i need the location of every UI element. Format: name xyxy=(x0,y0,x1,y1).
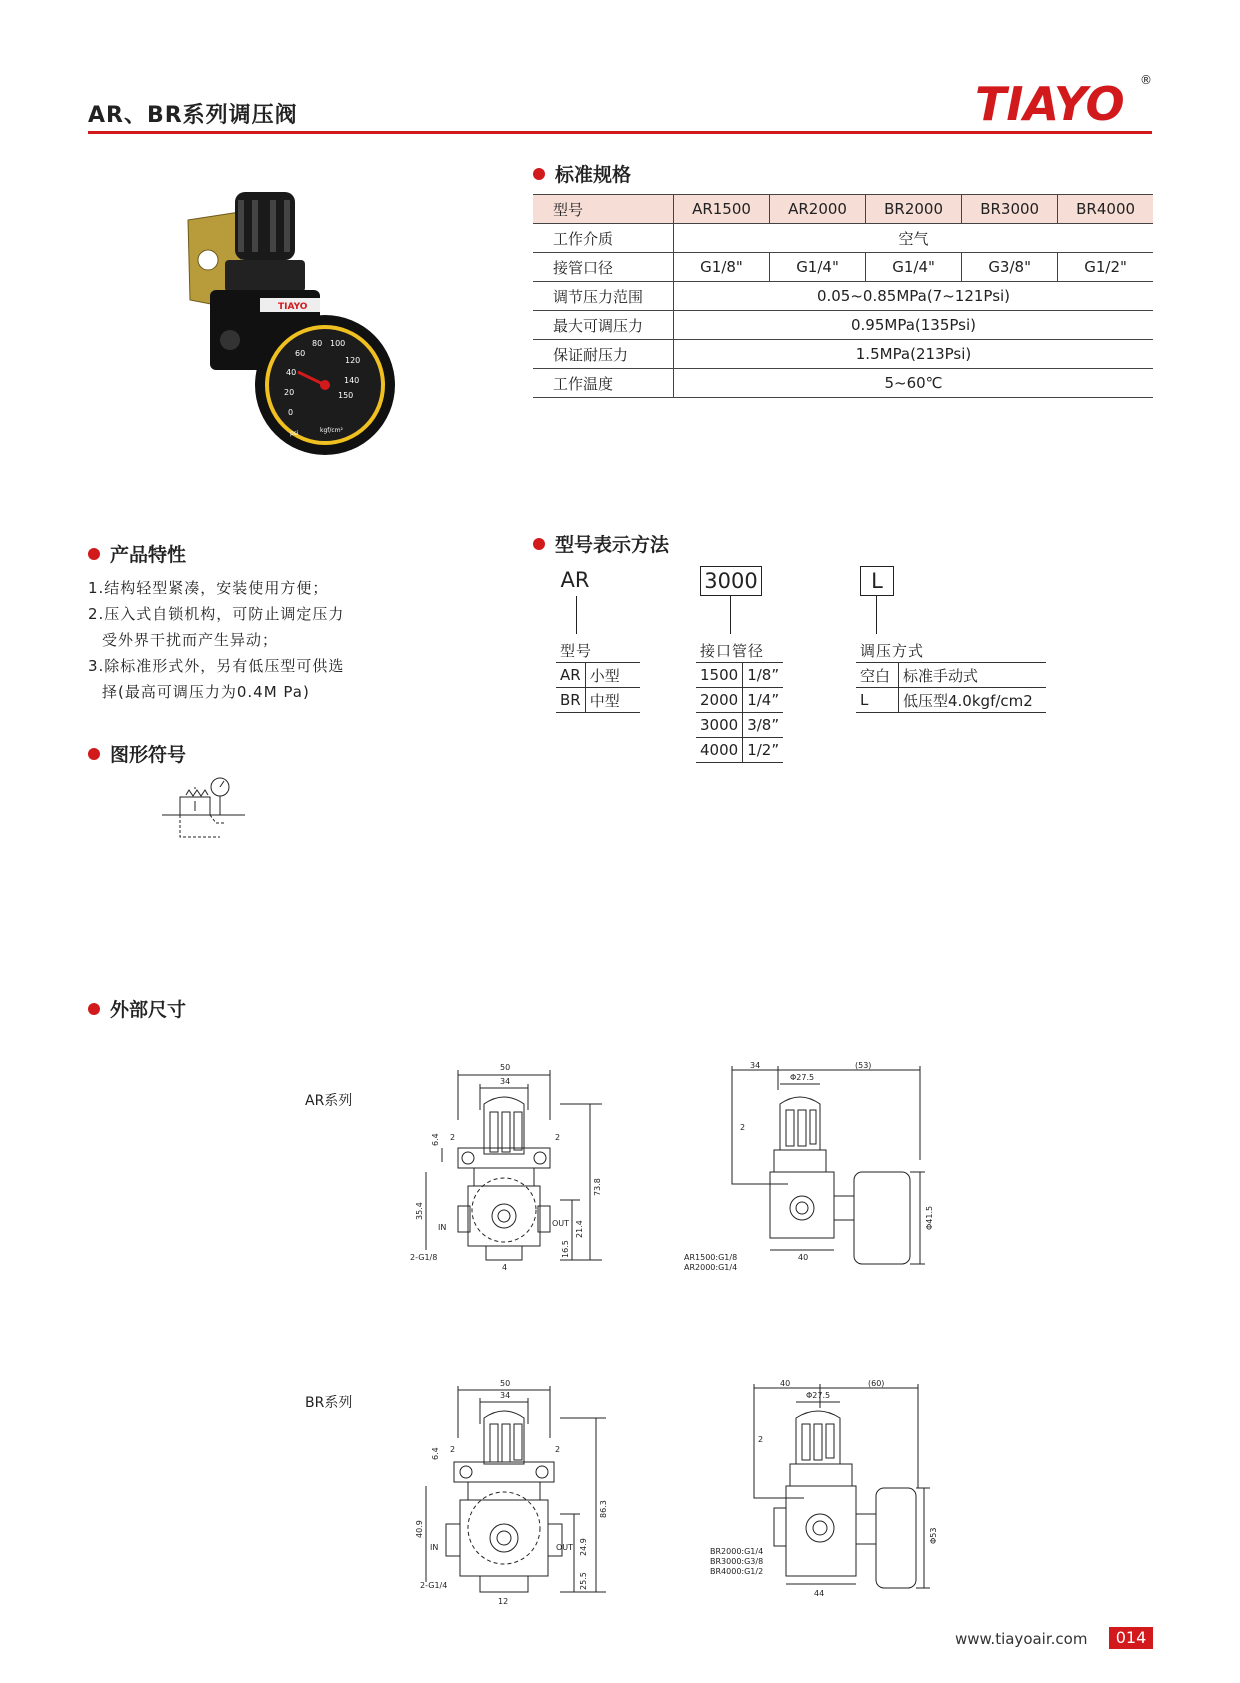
page-title: AR、BR系列调压阀 xyxy=(88,103,298,128)
svg-text:Φ27.5: Φ27.5 xyxy=(790,1073,815,1082)
features-heading: 产品特性 xyxy=(88,540,186,567)
spec-heading: 标准规格 xyxy=(533,160,631,187)
svg-text:4: 4 xyxy=(502,1263,508,1272)
feature-line: 择(最高可调压力为0.4M Pa) xyxy=(102,683,310,701)
svg-text:21.4: 21.4 xyxy=(575,1220,584,1238)
svg-text:2: 2 xyxy=(450,1445,456,1454)
spec-col-header: AR2000 xyxy=(770,195,866,224)
mode-table: 空白 标准手动式 L 低压型4.0kgf/cm2 xyxy=(856,662,1046,713)
svg-text:OUT: OUT xyxy=(552,1219,570,1228)
svg-text:kgf/cm²: kgf/cm² xyxy=(320,427,343,434)
svg-text:2: 2 xyxy=(758,1435,764,1444)
svg-text:BR3000:G3/8: BR3000:G3/8 xyxy=(710,1557,764,1566)
svg-text:IN: IN xyxy=(430,1543,439,1552)
feature-line: 2.压入式自锁机构，可防止调定压力 xyxy=(88,605,345,623)
svg-text:2-G1/8: 2-G1/8 xyxy=(410,1253,438,1262)
svg-text:6.4: 6.4 xyxy=(431,1133,440,1146)
svg-text:25.5: 25.5 xyxy=(579,1572,588,1590)
code-mode: L xyxy=(860,566,894,596)
product-brand-label: TIAYO xyxy=(278,302,308,312)
svg-text:40.9: 40.9 xyxy=(415,1520,424,1538)
svg-text:40: 40 xyxy=(286,368,297,377)
svg-text:IN: IN xyxy=(438,1223,447,1232)
svg-text:24.9: 24.9 xyxy=(579,1538,588,1556)
svg-text:20: 20 xyxy=(284,388,295,397)
svg-text:(60): (60) xyxy=(868,1379,885,1388)
br-front-drawing xyxy=(410,1378,620,1608)
svg-text:50: 50 xyxy=(500,1063,511,1072)
svg-text:34: 34 xyxy=(750,1061,761,1070)
svg-text:2: 2 xyxy=(740,1123,746,1132)
port-label: 接口管径 xyxy=(700,642,765,660)
svg-text:BR2000:G1/4: BR2000:G1/4 xyxy=(710,1547,764,1556)
svg-text:Φ27.5: Φ27.5 xyxy=(806,1391,831,1400)
svg-text:60: 60 xyxy=(295,349,306,358)
svg-text:(53): (53) xyxy=(855,1061,872,1070)
svg-text:12: 12 xyxy=(498,1597,509,1606)
spec-row: 保证耐压力 1.5MPa(213Psi) xyxy=(533,340,1153,369)
svg-text:AR1500:G1/8: AR1500:G1/8 xyxy=(684,1253,738,1262)
type-table: AR 小型 BR 中型 xyxy=(556,662,640,713)
svg-text:150: 150 xyxy=(338,391,354,400)
br-side-drawing xyxy=(700,1378,960,1608)
svg-text:100: 100 xyxy=(330,339,346,348)
brand-logo-text: TIAYO xyxy=(975,77,1125,130)
svg-text:2: 2 xyxy=(555,1445,561,1454)
spec-col-header: BR4000 xyxy=(1058,195,1153,224)
mode-label: 调压方式 xyxy=(860,642,925,660)
page-number: 014 xyxy=(1109,1627,1153,1649)
svg-text:50: 50 xyxy=(500,1379,511,1388)
spec-col-header: BR2000 xyxy=(866,195,962,224)
svg-text:35.4: 35.4 xyxy=(415,1202,424,1220)
type-label: 型号 xyxy=(560,642,593,660)
svg-text:73.8: 73.8 xyxy=(593,1178,602,1196)
svg-text:44: 44 xyxy=(814,1589,825,1598)
svg-text:16.5: 16.5 xyxy=(561,1240,570,1258)
ar-front-drawing xyxy=(410,1060,620,1290)
spec-row: 接管口径 G1/8" G1/4" G1/4" G3/8" G1/2" xyxy=(533,253,1153,282)
spec-row: 调节压力范围 0.05~0.85MPa(7~121Psi) xyxy=(533,282,1153,311)
spec-col-header: BR3000 xyxy=(962,195,1058,224)
svg-text:86.3: 86.3 xyxy=(599,1500,608,1518)
svg-text:34: 34 xyxy=(500,1391,511,1400)
feature-line: 1.结构轻型紧凑，安装使用方便； xyxy=(88,579,329,597)
spec-col-header: AR1500 xyxy=(674,195,770,224)
svg-text:psi: psi xyxy=(290,430,299,437)
feature-line: 3.除标准形式外，另有低压型可供选 xyxy=(88,657,345,675)
ar-series-label: AR系列 xyxy=(305,1093,353,1109)
spec-col-header: 型号 xyxy=(533,195,674,224)
footer-url[interactable]: www.tiayoair.com xyxy=(955,1630,1088,1648)
svg-text:BR4000:G1/2: BR4000:G1/2 xyxy=(710,1567,764,1576)
svg-text:140: 140 xyxy=(344,376,360,385)
code-series: AR xyxy=(560,568,590,592)
spec-row: 最大可调压力 0.95MPa(135Psi) xyxy=(533,311,1153,340)
model-notation xyxy=(0,0,1240,800)
svg-text:6.4: 6.4 xyxy=(431,1447,440,1460)
svg-text:AR2000:G1/4: AR2000:G1/4 xyxy=(684,1263,738,1272)
feature-line: 受外界干扰而产生异动； xyxy=(102,631,279,649)
model-heading: 型号表示方法 xyxy=(533,530,669,557)
code-size: 3000 xyxy=(700,566,762,596)
svg-text:OUT: OUT xyxy=(556,1543,574,1552)
svg-text:34: 34 xyxy=(500,1077,511,1086)
svg-text:40: 40 xyxy=(798,1253,809,1262)
svg-text:40: 40 xyxy=(780,1379,791,1388)
svg-text:Φ41.5: Φ41.5 xyxy=(925,1205,934,1230)
port-table: 1500 1/8” 2000 1/4” 3000 3/8” 4000 1/2” xyxy=(696,662,783,763)
dimensions-heading: 外部尺寸 xyxy=(88,995,186,1022)
svg-text:2: 2 xyxy=(555,1133,561,1142)
svg-text:Φ53: Φ53 xyxy=(929,1527,938,1544)
registered-mark: ® xyxy=(1140,73,1152,87)
spec-row: 工作介质 空气 xyxy=(533,224,1153,253)
svg-text:2: 2 xyxy=(450,1133,456,1142)
svg-text:80: 80 xyxy=(312,339,323,348)
svg-text:120: 120 xyxy=(345,356,361,365)
svg-text:2-G1/4: 2-G1/4 xyxy=(420,1581,448,1590)
symbol-heading: 图形符号 xyxy=(88,740,186,767)
svg-text:0: 0 xyxy=(288,408,294,417)
spec-row: 工作温度 5~60℃ xyxy=(533,369,1153,398)
ar-side-drawing xyxy=(680,1060,960,1290)
br-series-label: BR系列 xyxy=(305,1395,353,1411)
